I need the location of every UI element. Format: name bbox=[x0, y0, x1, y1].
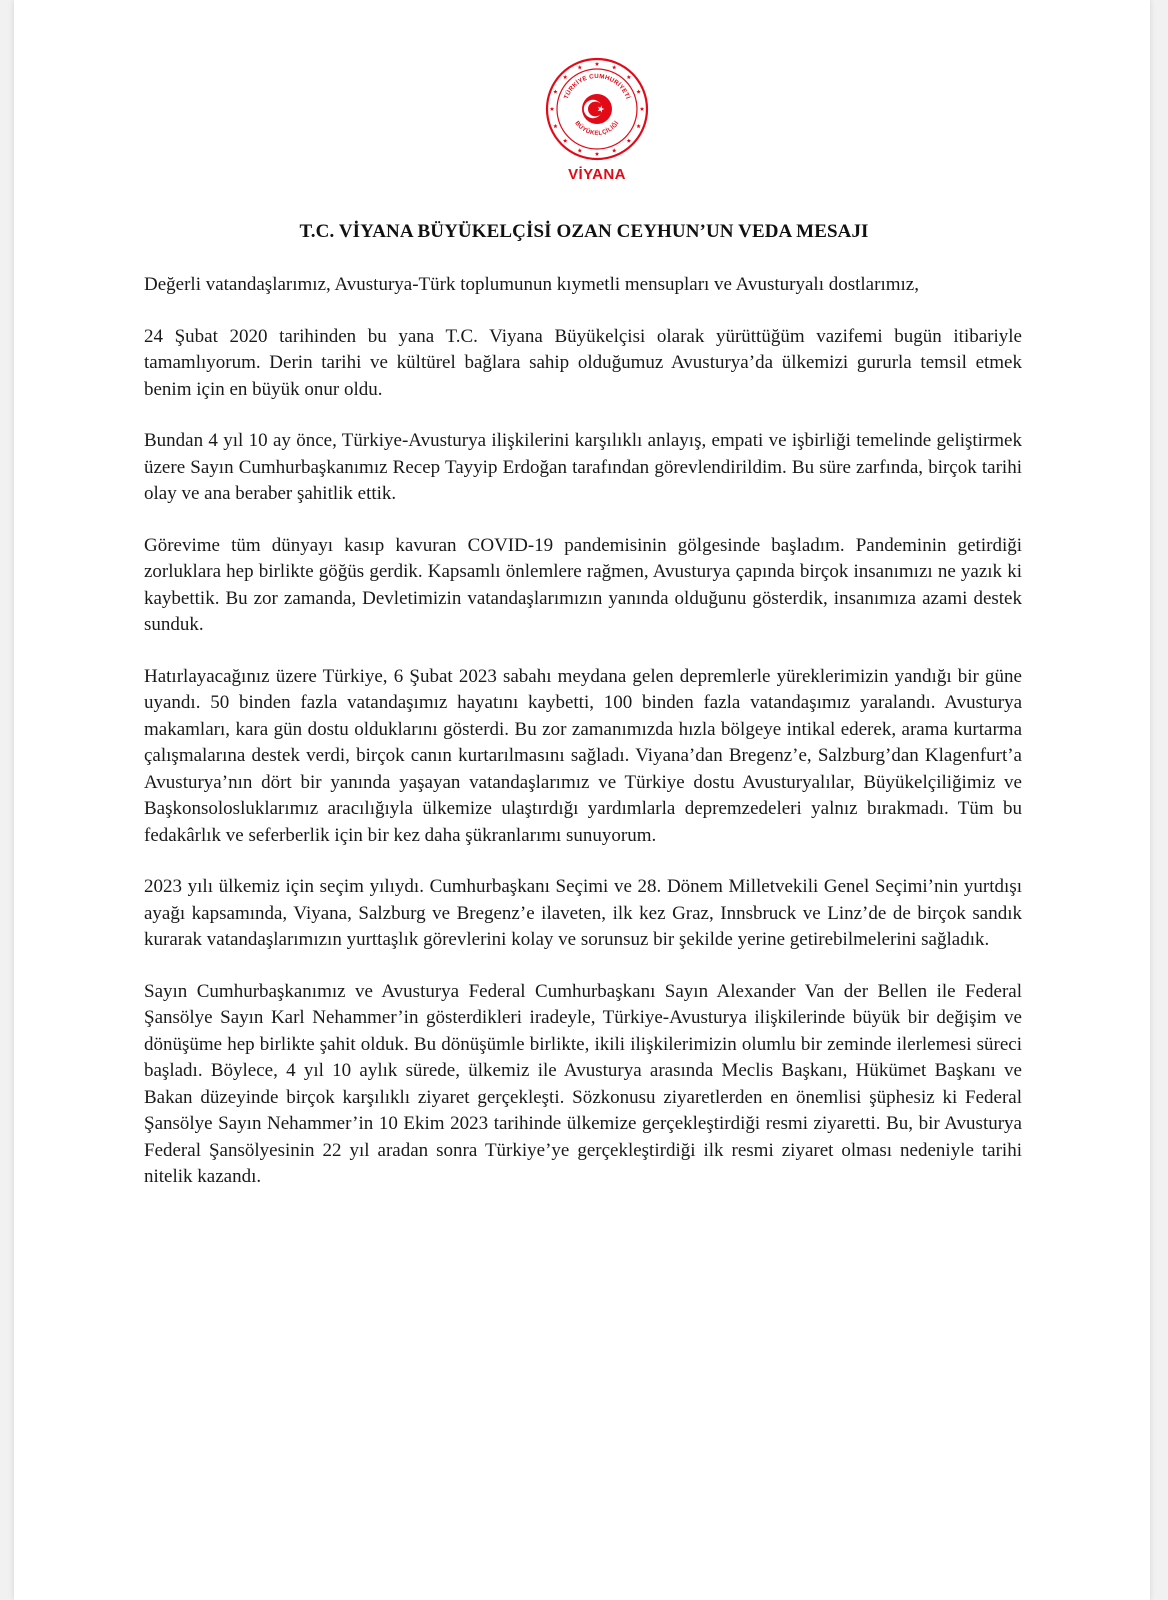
svg-text:TÜRKİYE CUMHURİYETİ: TÜRKİYE CUMHURİYETİ bbox=[562, 72, 632, 101]
seal-star-icon bbox=[640, 107, 644, 111]
seal-star-icon bbox=[612, 148, 616, 152]
seal-star-icon bbox=[595, 62, 599, 66]
seal-star-icon bbox=[553, 89, 557, 93]
seal-star-icon bbox=[636, 124, 640, 128]
document-body bbox=[144, 272, 1022, 1216]
seal-star-icon bbox=[563, 75, 567, 79]
seal-star-icon bbox=[612, 65, 616, 69]
paragraph-3: Bundan 4 yıl 10 ay önce, Türkiye-Avusturya ilişkilerini karşılıklı anlayış, empati ve işbirliği temelinde geliştirmek üzere Sayın Cumhurbaşkanımız Recep Tayyip Erdoğan tarafından görevlendirildim. Bu süre zarfında, birçok tarihi olay ve ana beraber şahitlik ettik. bbox=[144, 430, 1022, 504]
paragraph-4: Görevime tüm dünyayı kasıp kavuran COVID-19 pandemisinin gölgesinde başladım. Pandeminin getirdiği zorluklara hep birlikte göğüs gerdik. Kapsamlı önlemlere rağmen, Avusturya çapında birçok insanımızı ne yazık ki kaybettik. Bu zor zamanda, Devletimizin vatandaşlarımızın yanında olduğunu gösterdik, insanımıza azami destek sunduk. bbox=[144, 534, 1022, 635]
logo-caption: VİYANA bbox=[568, 166, 626, 183]
document-title: T.C. VİYANA BÜYÜKELÇİSİ OZAN CEYHUN’UN VEDA MESAJI bbox=[299, 221, 869, 242]
seal-star-icon bbox=[550, 107, 554, 111]
paragraph-1: Değerli vatandaşlarımız, Avusturya-Türk toplumunun kıymetli mensupları ve Avusturyalı dostlarımız, bbox=[144, 274, 919, 295]
paragraph-7: Sayın Cumhurbaşkanımız ve Avusturya Federal Cumhurbaşkanı Sayın Alexander Van der Bellen ile Federal Şansölye Sayın Karl Nehammer’in gösterdikleri iradeyle, Türkiye-Avusturya ilişkilerinde büyük bir değişim ve dönüşüme hep birlikte şahit olduk. Bu dönüşümle birlikte, ikili ilişkilerimizin olumlu bir zeminde ilerlemesi süreci başladı. Böylece, 4 yıl 10 aylık sürede, ülkemiz ile Avusturya arasında Meclis Başkanı, Hükümet Başkanı ve Bakan düzeyinde birçok karşılıklı ziyaret gerçekleşti. Sözkonusu ziyaretlerden en önemlisi şüphesiz ki Federal Şansölye Sayın Nehammer’in 10 Ekim 2023 tarihinde ülkemize gerçekleştirdiği resmi ziyaretti. Bu, bir Avusturya Federal Şansölyesinin 22 yıl aradan sonra Türkiye’ye gerçekleştirdiği ilk resmi ziyaret olması nedeniyle tarihi nitelik kazandı. bbox=[144, 980, 1022, 1187]
seal-star-icon bbox=[578, 65, 582, 69]
seal-star-icon bbox=[563, 139, 567, 143]
seal-star-icon bbox=[636, 89, 640, 93]
svg-text:BÜYÜKELÇİLİĞİ: BÜYÜKELÇİLİĞİ bbox=[573, 120, 621, 137]
seal-star-icon bbox=[595, 152, 599, 156]
seal-star-icon bbox=[627, 75, 631, 79]
paragraph-2: 24 Şubat 2020 tarihinden bu yana T.C. Viyana Büyükelçisi olarak yürüttüğüm vazifemi bugün itibariyle tamamlıyorum. Derin tarihi ve kültürel bağlara sahip olduğumuz Avusturya’da ülkemizi gururla temsil etmek benim için en büyük onur oldu. bbox=[144, 325, 1022, 400]
seal-star-icon bbox=[627, 139, 631, 143]
seal-star-icon bbox=[578, 148, 582, 152]
paragraph-5: Hatırlayacağınız üzere Türkiye, 6 Şubat 2023 sabahı meydana gelen depremlerle yüreklerimizin yandığı bir güne uyandı. 50 binden fazla vatandaşımız hayatını kaybetti, 100 binden fazla vatandaşımız yaralandı. Avusturya makamları, kara gün dostu olduklarını gösterdi. Bu zor zamanımızda hızla bölgeye intikal ederek, arama kurtarma çalışmalarına destek verdi, birçok canın kurtarılmasını sağladı. Viyana’dan Bregenz’e, Salzburg’dan Klagenfurt’a Avusturya’nın dört bir yanında yaşayan vatandaşlarımız ve Türkiye dostu Avusturyalılar, Büyükelçiliğimiz ve Başkonsolosluklarımız aracılığıyla ülkemize ulaştırdığı yardımlarla depremzedeleri yalnız bırakmadı. Tüm bu fedakârlık ve seferberlik için bir kez daha şükranlarımı sunuyorum. bbox=[144, 665, 1022, 846]
embassy-seal-icon bbox=[544, 56, 650, 162]
paragraph-6: 2023 yılı ülkemiz için seçim yılıydı. Cumhurbaşkanı Seçimi ve 28. Dönem Milletvekili Genel Seçimi’nin yurtdışı ayağı kapsamında, Viyana, Salzburg ve Bregenz’e ilaveten, ilk kez Graz, Innsbruck ve Linz’de de birçok sandık kurarak vatandaşlarımızın yurttaşlık görevlerini kolay ve sorunsuz bir şekilde yerine getirebilmelerini sağladık. bbox=[144, 876, 1022, 950]
seal-star-icon bbox=[553, 124, 557, 128]
